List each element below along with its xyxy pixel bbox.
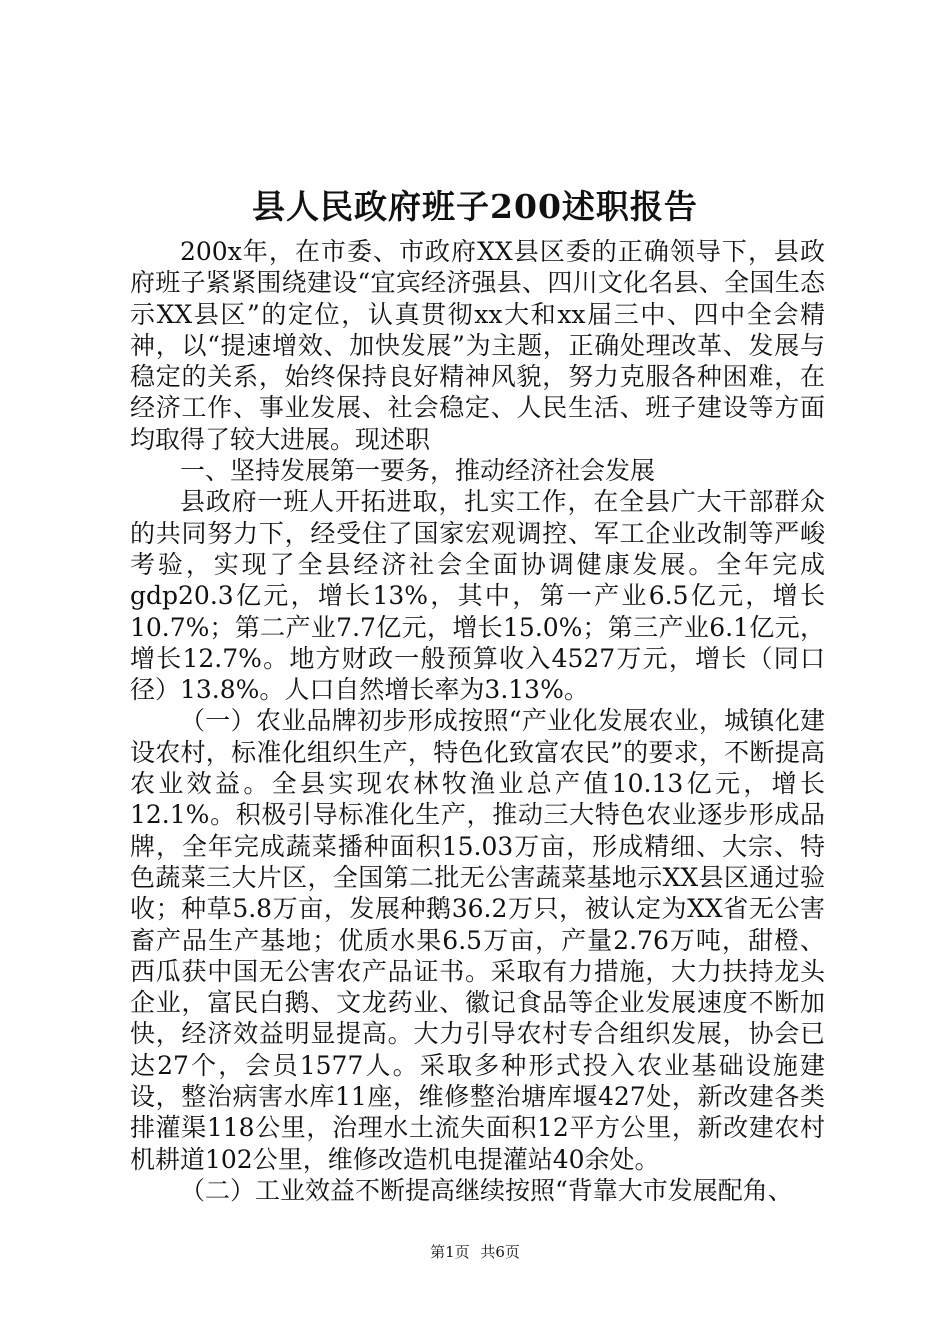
paragraph-economy: 县政府一班人开拓进取，扎实工作，在全县广大干部群众的共同努力下，经受住了国家宏观调控、军工企业改制等严峻考验，实现了全县经济社会全面协调健康发展。全年完成gdp20.3亿元，增长13%，其中，第一产业6.5亿元，增长10.7%；第二产业7.7亿元，增长15.0%；第三产业6.1亿元，增长12.7%。地方财政一般预算收入4527万元，增长（同口径）13.8%。人口自然增长率为3.13%。: [130, 487, 825, 705]
paragraph-industry: （二）工业效益不断提高继续按照“背靠大市发展配角、: [180, 1175, 793, 1205]
paragraph-agriculture: （一）农业品牌初步形成按照“产业化发展农业，城镇化建设农村，标准化组织生产，特色化致富农民”的要求，不断提高农业效益。全县实现农林牧渔业总产值10.13亿元，增长12.1%。积极引导标准化生产，推动三大特色农业逐步形成品牌，全年完成蔬菜播种面积15.03万亩，形成精细、大宗、特色蔬菜三大片区，全国第二批无公害蔬菜基地示XX县区通过验收；种草5.8万亩，发展种鹅36.2万只，被认定为XX省无公害畜产品生产基地；优质水果6.5万亩，产量2.76万吨，甜橙、西瓜获中国无公害农产品证书。采取有力措施，大力扶持龙头企业，富民白鹅、文龙药业、徽记食品等企业发展速度不断加快，经济效益明显提高。大力引导农村专合组织发展，协会已达27个，会员1577人。采取多种形式投入农业基础设施建设，整治病害水库11座，维修整治塘库堰427处，新改建各类排灌渠118公里，治理水土流失面积12平方公里，新改建农村机耕道102公里，维修改造机电提灌站40余处。: [130, 706, 825, 1174]
page-number: 第1页: [430, 1243, 470, 1261]
paragraph-intro: 200x年，在市委、市政府XX县区委的正确领导下，县政府班子紧紧围绕建设“宜宾经济强县、四川文化名县、全国生态示XX县区”的定位，认真贯彻xx大和xx届三中、四中全会精神，以“提速增效、加快发展”为主题，正确处理改革、发展与稳定的关系，始终保持良好精神风貌，努力克服各种困难，在经济工作、事业发展、社会稳定、人民生活、班子建设等方面均取得了较大进展。现述职: [130, 237, 825, 454]
section-heading: 一、坚持发展第一要务，推动经济社会发展: [180, 456, 656, 486]
page-total: 共6页: [480, 1243, 520, 1261]
page-footer: [0, 1242, 950, 1262]
document-body: [130, 236, 825, 1206]
document-title: 县人民政府班子200述职报告: [252, 187, 698, 226]
